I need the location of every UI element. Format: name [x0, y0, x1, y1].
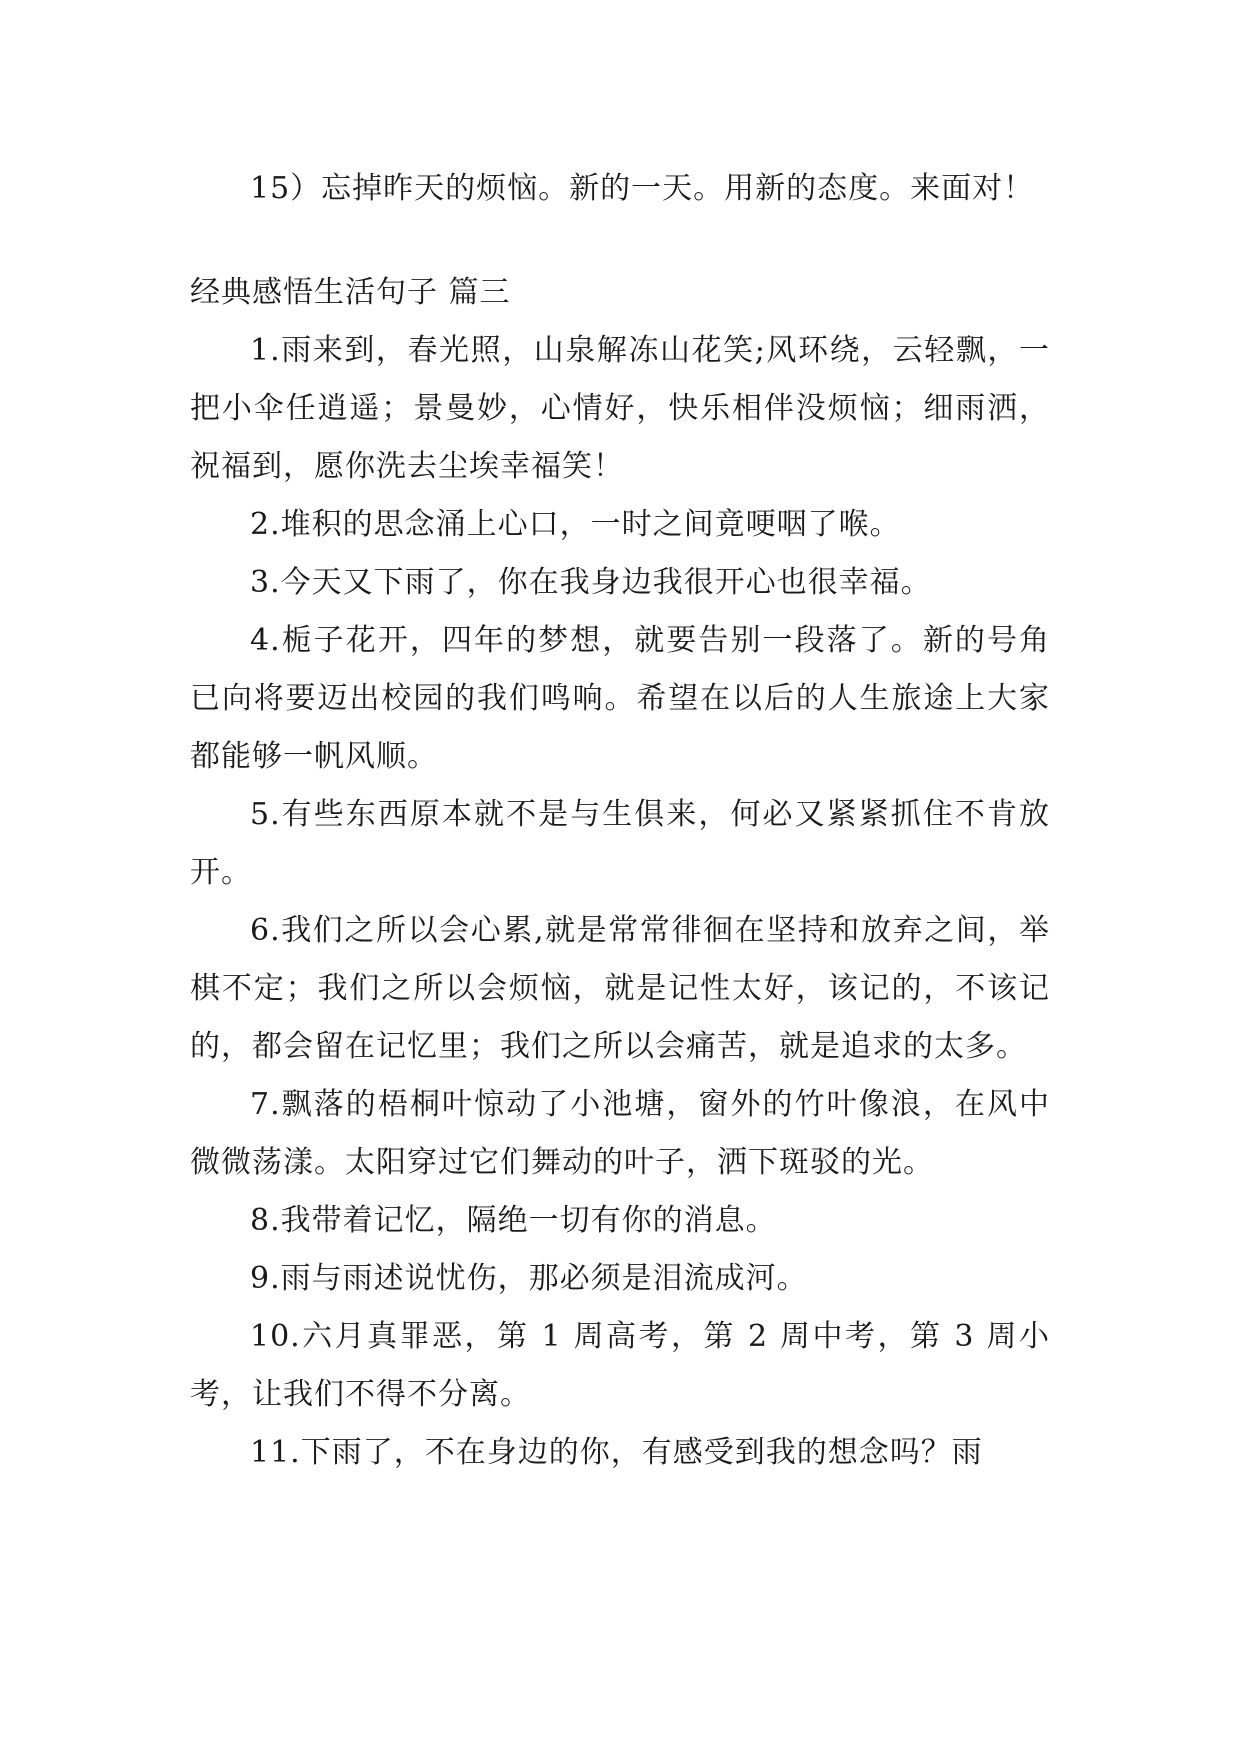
list-item: 1.雨来到，春光照，山泉解冻山花笑;风环绕，云轻飘，一把小伞任逍遥；景曼妙，心情好，快乐相伴没烦恼；细雨洒，祝福到，愿你洗去尘埃幸福笑！ — [190, 333, 1050, 484]
list-item: 8.我带着记忆，隔绝一切有你的消息。 — [250, 1203, 777, 1238]
section-heading: 经典感悟生活句子 篇三 — [190, 275, 511, 310]
list-item: 3.今天又下雨了，你在我身边我很开心也很幸福。 — [250, 565, 932, 600]
list-item: 11.下雨了，不在身边的你，有感受到我的想念吗？雨 — [250, 1435, 983, 1470]
list-item: 4.栀子花开，四年的梦想，就要告别一段落了。新的号角已向将要迈出校园的我们鸣响。希望在以后的人生旅途上大家都能够一帆风顺。 — [190, 623, 1050, 774]
list-item: 2.堆积的思念涌上心口，一时之间竟哽咽了喉。 — [250, 507, 901, 542]
document-body — [190, 160, 1050, 1482]
list-item: 7.飘落的梧桐叶惊动了小池塘，窗外的竹叶像浪，在风中微微荡漾。太阳穿过它们舞动的叶子，洒下斑驳的光。 — [190, 1087, 1050, 1180]
intro-line: 15）忘掉昨天的烦恼。新的一天。用新的态度。来面对！ — [250, 171, 1035, 206]
list-item: 9.雨与雨述说忧伤，那必须是泪流成河。 — [250, 1261, 808, 1296]
list-item: 10.六月真罪恶，第 1 周高考，第 2 周中考，第 3 周小考，让我们不得不分离。 — [190, 1319, 1050, 1412]
list-item: 6.我们之所以会心累,就是常常徘徊在坚持和放弃之间，举棋不定；我们之所以会烦恼，就是记性太好，该记的，不该记的，都会留在记忆里；我们之所以会痛苦，就是追求的太多。 — [190, 913, 1050, 1064]
list-item: 5.有些东西原本就不是与生俱来，何必又紧紧抓住不肯放开。 — [190, 797, 1050, 890]
